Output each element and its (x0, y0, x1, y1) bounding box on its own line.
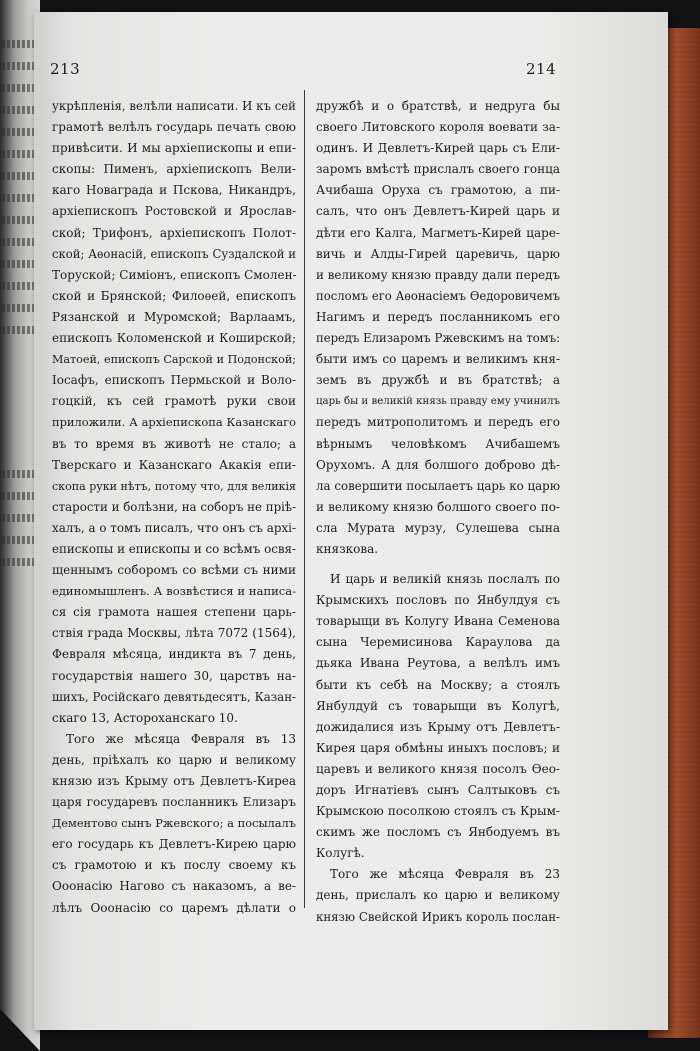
text-line: сла Мурата мурзу, Сулешева сына (316, 520, 560, 535)
text-line: посломъ его Аѳонасіемъ Ѳедоровичемъ (316, 288, 560, 303)
text-line: день, пріѣхалъ ко царю и великому (52, 752, 296, 767)
text-line: Тверскаго и Казанскаго Акакія епи- (52, 457, 296, 472)
text-line: и великому князю болшого своего по- (316, 499, 560, 514)
text-line: щеннымъ соборомъ со всѣми съ ними (52, 563, 296, 578)
text-line: царь бы и великій князь правду ему учинилъ (316, 396, 560, 408)
text-line: Орухомъ. А для болшого доброво дѣ- (316, 457, 560, 472)
text-line: ской и Брянской; Филоѳей, епископъ (52, 288, 296, 303)
text-line: царевъ и великого князя посолъ Ѳео- (316, 761, 560, 776)
text-line: Ачибаша Оруха съ грамотою, а пи- (316, 183, 560, 198)
text-line: князю Свейской Ирикъ король послан- (316, 909, 560, 924)
text-line: Нагимъ и передъ посланникомъ его (316, 309, 560, 324)
text-line: салъ, что онъ Девлетъ-Кирей царь и (316, 204, 560, 219)
text-line: халъ, а о томъ писалъ, что онъ съ архі- (52, 520, 296, 535)
text-line: въ то время въ животѣ не стало; а (52, 436, 296, 451)
text-line: царя государевъ посланникъ Елизаръ (52, 795, 296, 810)
text-line: земъ въ дружбѣ и въ братствѣ; а (316, 373, 560, 388)
text-line: ской; Трифонъ, архіепископъ Полот- (52, 225, 296, 240)
text-line: ствія града Москвы, лѣта 7072 (1564), (52, 626, 296, 641)
text-line: его государь къ Девлетъ-Кирею царю (52, 837, 296, 852)
text-line: дружбѣ и о братствѣ, и недруга бы (316, 99, 560, 113)
page-number-left: 213 (50, 60, 81, 78)
text-line: ской; Аѳонасій, епископъ Суздалской и (52, 246, 296, 261)
text-line: сына Черемисинова Караулова да (316, 635, 560, 650)
text-line: Крымскихъ пословъ по Янбулдуя съ (316, 593, 560, 608)
text-line: скопы: Пименъ, архіепископъ Вели- (52, 162, 296, 177)
text-line: ла совершити посылаетъ царь ко царю (316, 478, 560, 493)
text-line: И царь и великій князь послалъ по (330, 572, 560, 587)
text-line: скаго 13, Астороханскаго 10. (52, 710, 238, 725)
text-line: быти къ себѣ на Москву; а стоялъ (316, 677, 560, 692)
text-line: съ грамотою и къ послу своему къ (52, 858, 296, 873)
text-column-right (316, 96, 560, 928)
text-line: своего Литовского короля воевати за- (316, 120, 560, 135)
page-number-right: 214 (526, 60, 557, 78)
text-line: государствія нашего 30, царствъ на- (52, 668, 296, 683)
text-line: ся сія грамота нашея степени царь- (52, 605, 296, 620)
text-line: Колугѣ. (316, 846, 365, 861)
text-line: Торуской; Симіонъ, епископъ Смолен- (52, 267, 297, 282)
text-line: передъ митрополитомъ и передъ его (316, 415, 560, 430)
text-line: приложили. А архіепископа Казанскаго (52, 415, 296, 430)
text-line: Крымскою посолкою стоялъ съ Крым- (316, 804, 560, 819)
book-page (34, 12, 668, 1030)
text-line: старости и болѣзни, на соборъ не пріѣ- (52, 499, 296, 514)
text-line: князкова. (316, 541, 379, 556)
text-line: Того же мѣсяца Февраля въ 13 (66, 731, 296, 746)
text-line: грамотѣ велѣлъ государь печать свою (52, 120, 296, 135)
text-line: укрѣпленія, велѣли написати. И къ сей (52, 99, 296, 113)
text-line: дожидалися изъ Крыму отъ Девлетъ- (316, 719, 560, 734)
text-line: епископы и епископы и со всѣмъ освя- (52, 541, 296, 556)
text-line: и великому князю правду дали передъ (316, 267, 560, 282)
text-line: Янбулдуй съ товарыщи въ Колугѣ, (316, 698, 560, 713)
text-line: единомышленъ. А возвѣстися и написа- (52, 584, 296, 599)
text-line: шихъ, Російскаго девятьдесятъ, Казан- (52, 689, 296, 704)
text-line: день, прислалъ ко царю и великому (316, 888, 560, 903)
text-line: епископъ Коломенской и Коширской; (52, 331, 296, 346)
text-column-left (52, 96, 296, 919)
text-line: скопа руки нѣтъ, потому что, для великія (52, 479, 296, 493)
text-line: доръ Игнатіевъ сынъ Салтыковъ съ (316, 783, 560, 797)
text-line: заромъ вмѣстѣ прислалъ своего гонца (316, 162, 560, 177)
text-line: Дементово сынъ Ржевского; а посылалъ (52, 816, 296, 831)
text-line: Рязанской и Муромской; Варлаамъ, (52, 309, 296, 324)
text-line: привѣсити. И мы архіепископы и епи- (52, 141, 296, 156)
text-line: Ооонасію Нагово съ наказомъ, а ве- (52, 879, 296, 894)
text-line: Матоей, епископъ Сарской и Подонской; (52, 353, 296, 367)
text-line: Февраля мѣсяца, индикта въ 7 день, (52, 647, 296, 662)
paragraph-gap (316, 560, 560, 569)
text-line: лѣлъ Ооонасію со царемъ дѣлати о (52, 900, 296, 915)
text-line: скимъ же посломъ съ Янбодуемъ въ (316, 825, 560, 840)
text-line: одинъ. И Девлетъ-Кирей царь съ Ели- (316, 141, 560, 156)
text-line: вѣрнымъ человѣкомъ Ачибашемъ (316, 436, 560, 451)
text-line: товарыщи въ Колугу Ивана Семенова (316, 614, 560, 629)
text-line: Того же мѣсяца Февраля въ 23 (330, 867, 560, 882)
text-line: дѣти его Калга, Магметъ-Кирей царе- (316, 225, 560, 240)
text-line: Іосафъ, епископъ Пермьской и Воло- (52, 373, 296, 388)
text-line: архіепископъ Ростовской и Ярослав- (52, 204, 296, 219)
text-line: князю изъ Крыму отъ Девлетъ-Киреа (52, 774, 296, 788)
column-divider (304, 90, 305, 908)
text-line: дьяка Ивана Реутова, а велѣлъ имъ (316, 656, 560, 671)
text-line: вичь и Алды-Гирей царевичь, царю (316, 246, 560, 261)
text-line: гоцкій, къ сей грамотѣ руки свои (52, 394, 296, 409)
text-line: быти имъ со царемъ и великимъ кня- (316, 352, 560, 367)
text-line: Кирея царя обмѣны иныхъ пословъ; и (316, 740, 560, 755)
text-line: передъ Елизаромъ Ржевскимъ на томъ: (316, 331, 561, 346)
text-line: каго Новаграда и Пскова, Никандръ, (52, 183, 296, 198)
